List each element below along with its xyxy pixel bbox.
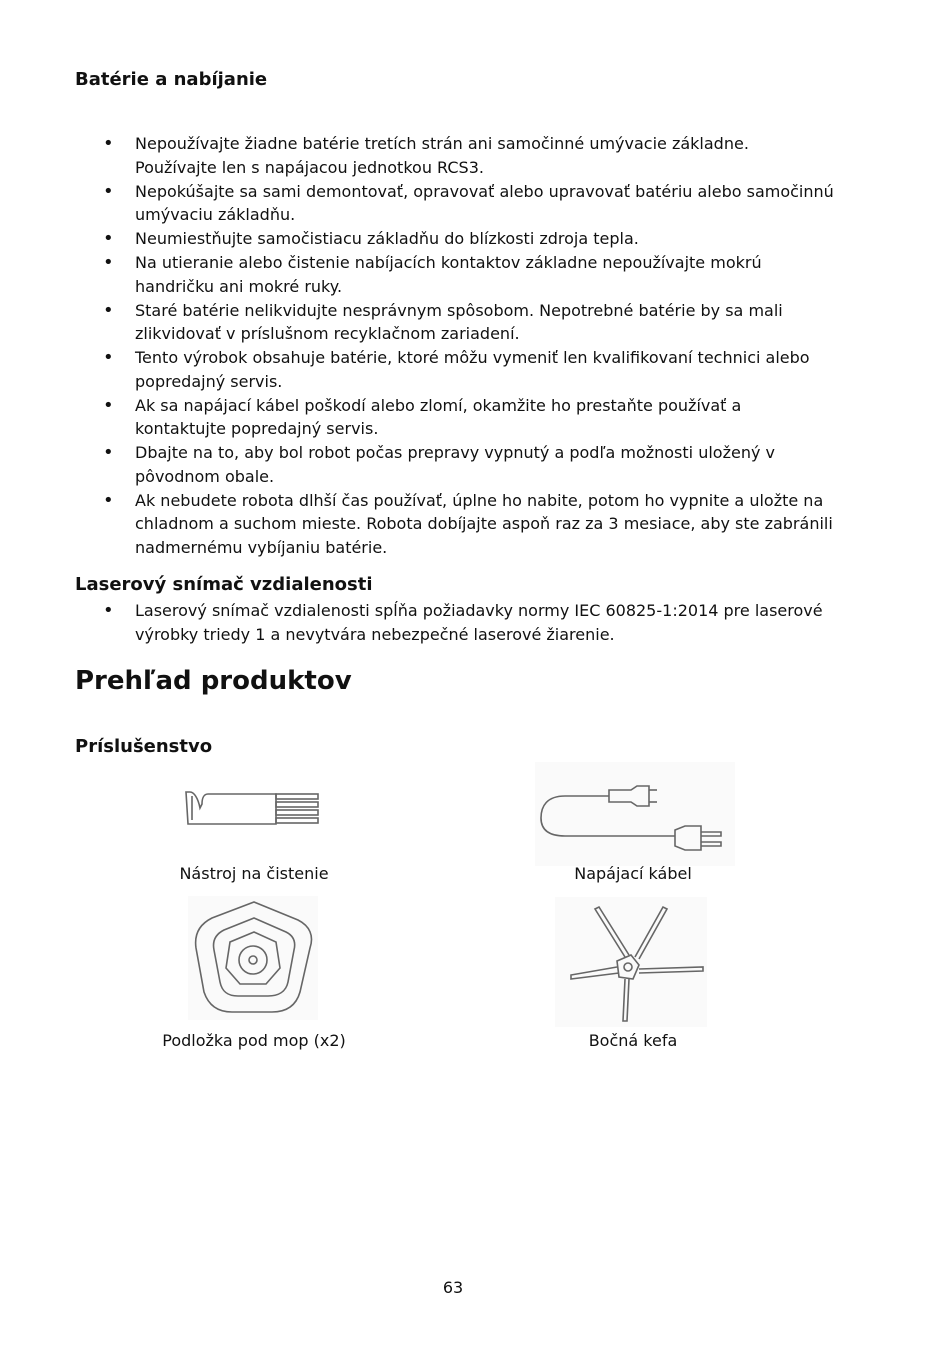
cleaning-tool-icon: [178, 782, 328, 832]
list-item: • Tento výrobok obsahuje batérie, ktoré môžu vymeniť len kvalifikovaní technici alebo popredajný servis.: [75, 346, 835, 393]
list-item: • Neumiestňujte samočistiacu základňu do blízkosti zdroja tepla.: [75, 227, 835, 251]
accessory-label: Napájací kábel: [574, 864, 692, 883]
power-cable-icon: [535, 762, 735, 866]
accessory-label: Nástroj na čistenie: [179, 864, 329, 883]
list-item: • Laserový snímač vzdialenosti spĺňa požiadavky normy IEC 60825-1:2014 pre laserové výrobky triedy 1 a nevytvára nebezpečné laserové žiarenie.: [75, 599, 835, 646]
list-item: • Ak sa napájací kábel poškodí alebo zlomí, okamžite ho prestaňte používať a kontaktujte popredajný servis.: [75, 394, 835, 441]
laser-heading: Laserový snímač vzdialenosti: [75, 574, 373, 595]
list-item: • Staré batérie nelikvidujte nesprávnym spôsobom. Nepotrebné batérie by sa mali zlikvidovať v príslušnom recyklačnom zariadení.: [75, 299, 835, 346]
accessory-label: Podložka pod mop (x2): [162, 1031, 346, 1050]
side-brush-icon: [555, 897, 707, 1027]
page-title: Prehľad produktov: [75, 666, 352, 696]
laser-list: [75, 599, 835, 647]
list-item: • Nepoužívajte žiadne batérie tretích strán ani samočinné umývacie základne. Používajte len s napájacou jednotkou RCS3.: [75, 132, 835, 179]
mop-pad-icon: [188, 896, 318, 1020]
page-number: 63: [442, 1278, 464, 1297]
accessory-label: Bočná kefa: [588, 1031, 678, 1050]
list-item: • Nepokúšajte sa sami demontovať, opravovať alebo upravovať batériu alebo samočinnú umývaciu základňu.: [75, 180, 835, 227]
battery-list: [75, 132, 835, 560]
battery-heading: Batérie a nabíjanie: [75, 69, 268, 90]
accessories-heading: Príslušenstvo: [75, 736, 213, 757]
list-item: • Ak nebudete robota dlhší čas používať, úplne ho nabite, potom ho vypnite a uložte na chladnom a suchom mieste. Robota dobíjajte aspoň raz za 3 mesiace, aby ste zabránili nadmernému vybíjaniu batérie.: [75, 489, 835, 560]
list-item: • Dbajte na to, aby bol robot počas prepravy vypnutý a podľa možnosti uložený v pôvodnom obale.: [75, 441, 835, 488]
list-item: • Na utieranie alebo čistenie nabíjacích kontaktov základne nepoužívajte mokrú handričku ani mokré ruky.: [75, 251, 835, 298]
